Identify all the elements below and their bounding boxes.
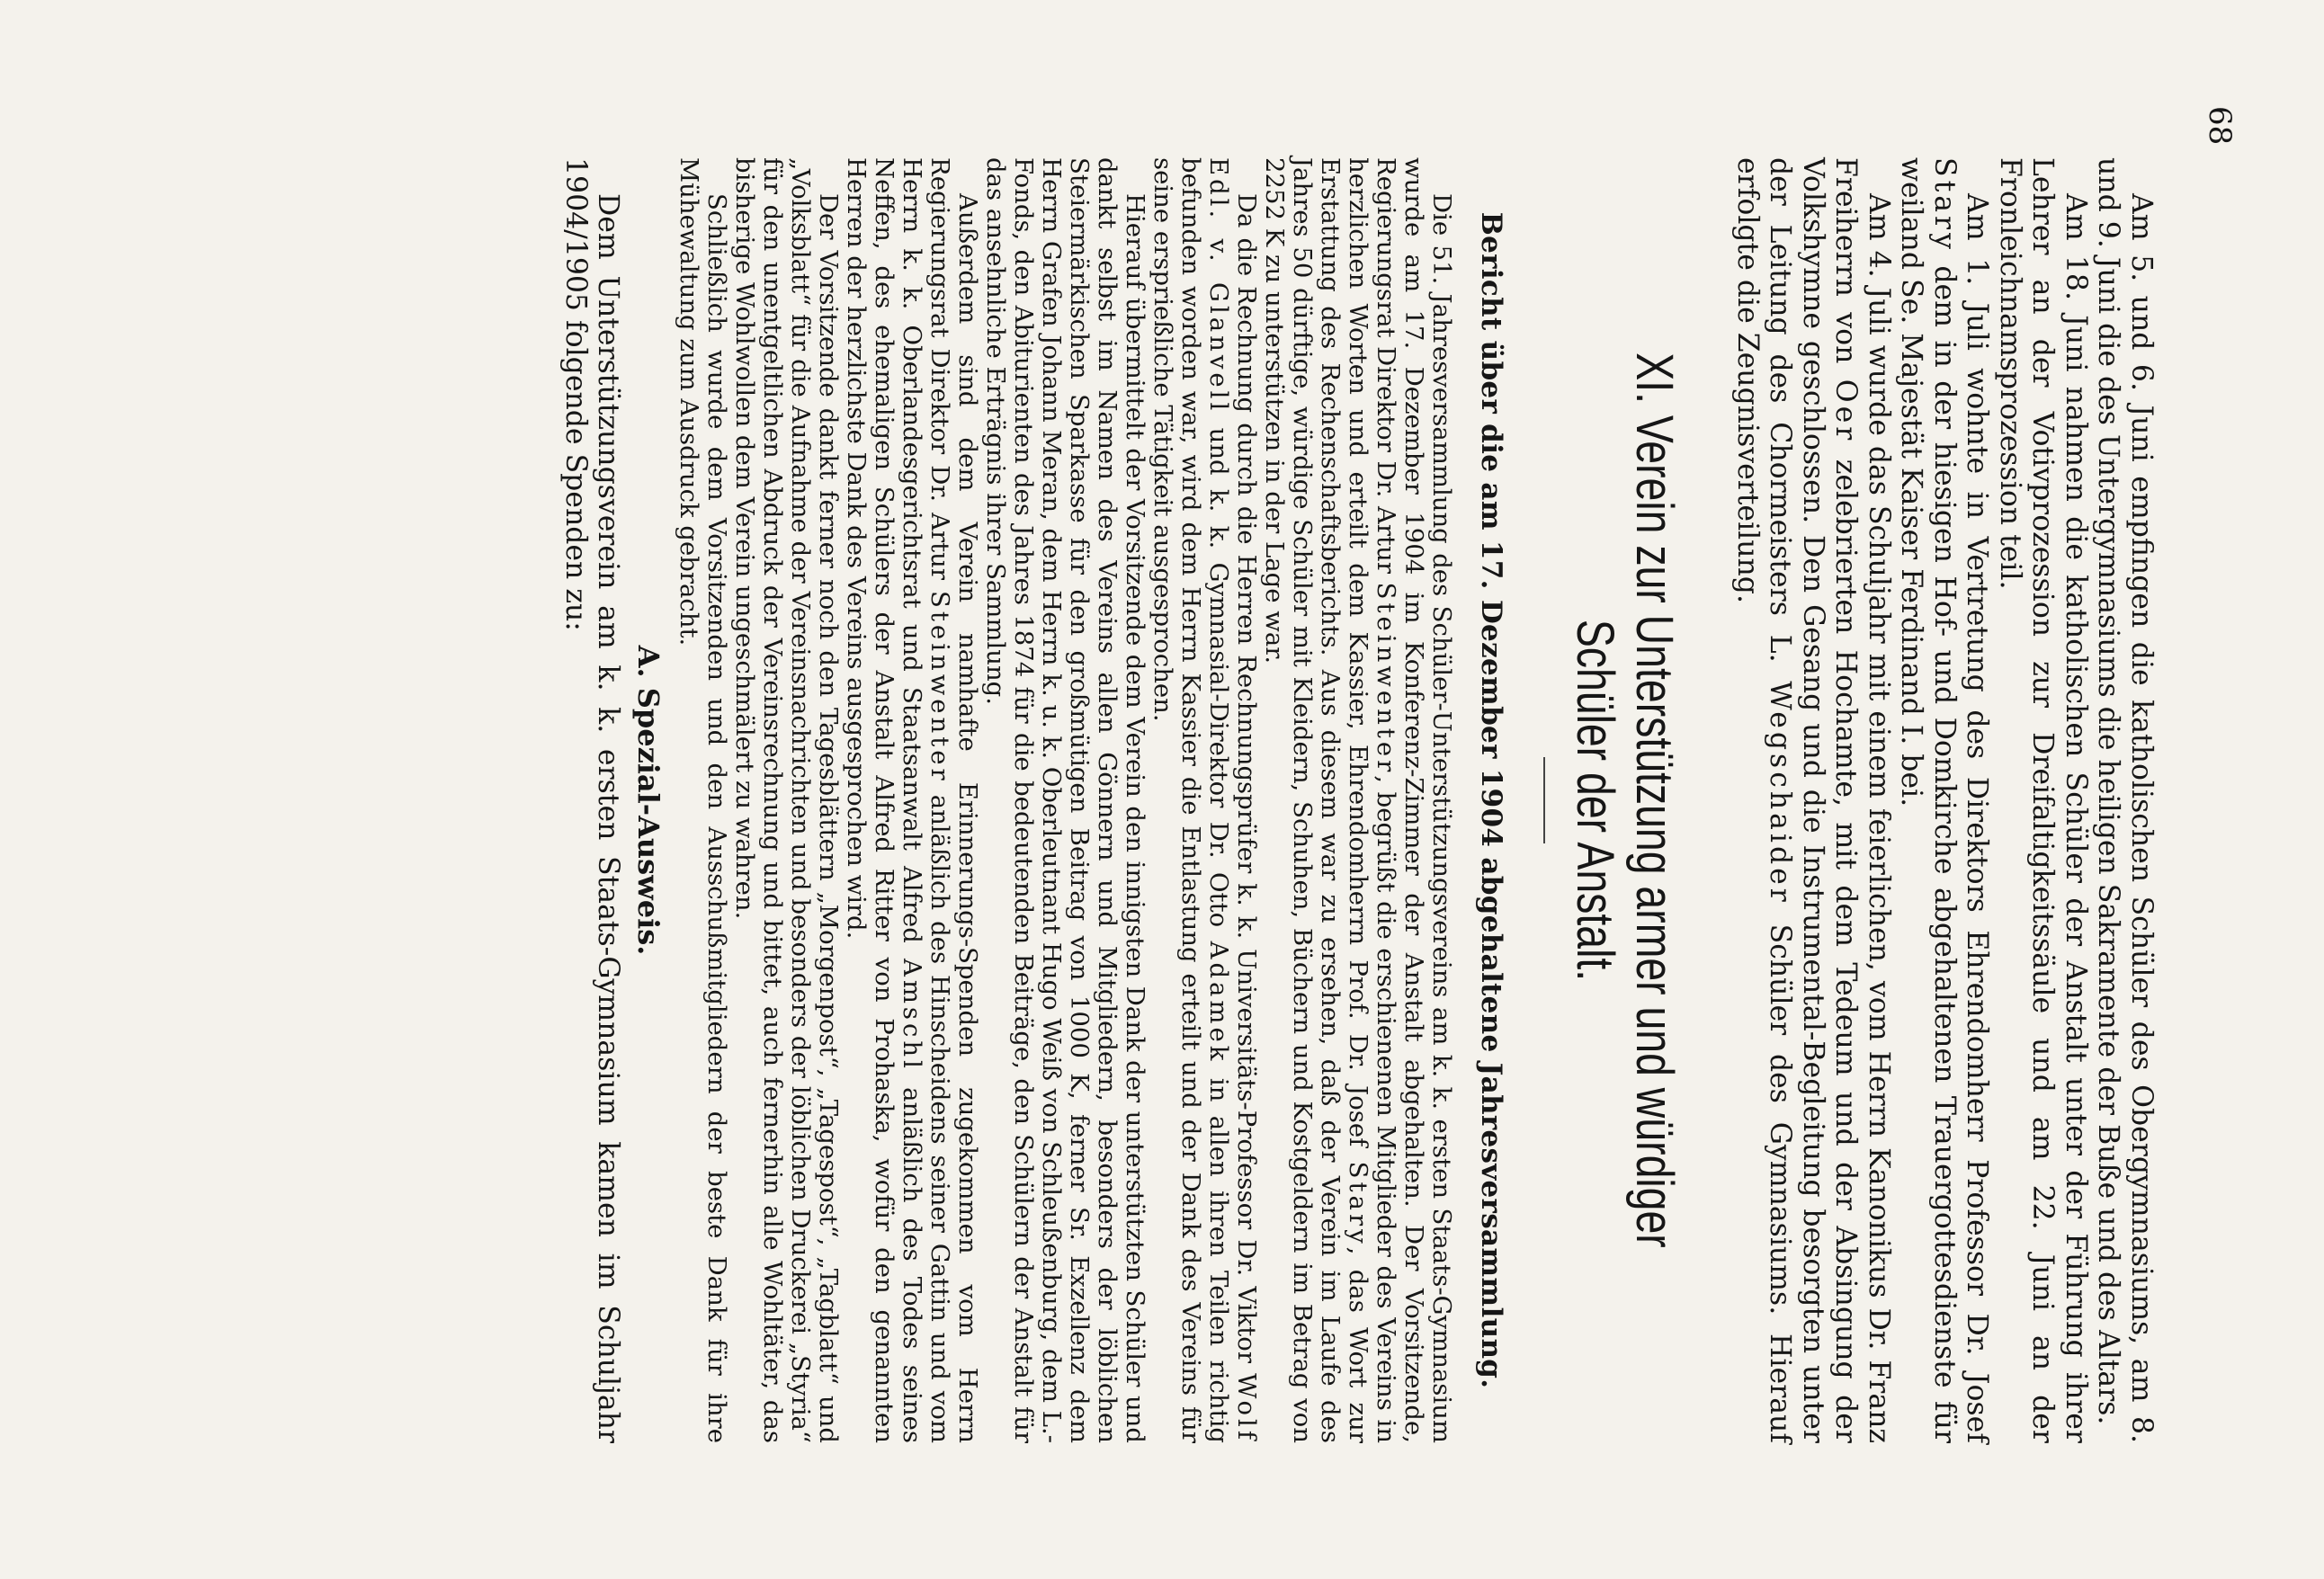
name-wegschaider: Wegschaider [1764,681,1797,905]
name-amschl: Amschl [898,958,927,1072]
paragraph: Da die Rechnung durch die Herren Rechnungsprüfer k. k. Universitäts-Professor Dr. Viktor Wolf Edl. v. Glanvell und k. k. Gymnasial-Direktor Dr. Otto Adamek in allen ihren Teilen richtig befunden worden war, wird dem Herrn Kassier die Entlastung erteilt und der Dank des Vereins für seine ersprießliche Tätigkeit ausgesprochen. [1149,157,1262,1443]
text-column [559,157,2159,1443]
name-adamek: Adamek [1204,941,1234,1065]
name-wolf: Wolf Edl. v. Glanvell [1204,157,1262,1443]
paragraph: Am 1. Juli wohnte in Vertretung des Direktors Ehrendomherr Professor Dr. Josef Stary dem in der hiesigen Hof- und Domkirche abgehaltenen Trauergottesdienste für weiland Se. Majestät Kaiser Ferdinand I. bei. [1895,157,1994,1443]
paragraph: Am 18. Juni nahmen die katholischen Schüler der Anstalt unter der Führung ihrer Lehrer an der Votivprozession zur Dreifaltigkeitssäule und am 22. Juni an der Fronleichnamsprozession teil. [1994,157,2092,1443]
paragraph: Hierauf übermittelt der Vorsitzende dem Verein den innigsten Dank der unterstützten Schüler und dankt selbst im Namen des Vereins allen Gönnern und Mitgliedern, besonders der löblichen Steiermärkischen Sparkasse für den großmütigen Beitrag von 1000 K, ferner Sr. Exzellenz dem Herrn Grafen Johann Meran, dem Herrn k. u. k. Oberleutnant Hugo Weiß von Schleußenburg, dem L.-Fonds, den Abiturienten des Jahres 1874 für die bedeutenden Beiträge, den Schülern der Anstalt für das ansehnliche Erträgnis ihrer Sammlung. [981,157,1150,1443]
paragraph: Schließlich wurde dem Vorsitzenden und den Ausschußmitgliedern der beste Dank für ihre Mühewaltung zum Ausdruck gebracht. [675,157,732,1443]
paragraph: Die 51. Jahresversammlung des Schüler-Unterstützungsvereins am k. k. ersten Staats-Gymnasium wurde am 17. Dezember 1904 im Konferenz-Zimmer der Anstalt abgehalten. Der Vorsitzende, Regierungsrat Direktor Dr. Artur Steinwenter, begrüßt die erschienenen Mitglieder des Vereins in herzlichen Worten und erteilt dem Kassier, Ehrendomherrn Prof. Dr. Josef Stary, das Wort zur Erstattung des Rechenschaftsberichts. Aus diesem war zu ersehen, daß der Verein im Laufe des Jahres 50 dürftige, würdige Schüler mit Kleidern, Schuhen, Büchern und Kostgeldern im Betrag von 2252 K zu unterstützen in der Lage war. [1260,157,1457,1443]
paragraph: Der Vorsitzende dankt ferner noch den Tagesblättern „Morgenpost“, „Tagespost“, „Tagblatt“ und „Volksblatt“ für die Aufnahme der Vereinsnachrichten und besonders der löblichen Druckerei „Styria“ für den unentgeltlichen Abdruck der Vereinsrechnung und bittet, auch fernerhin alle Wohltäter, das bisherige Wohlwollen dem Verein ungeschmälert zu wahren. [730,157,844,1443]
report-heading: Bericht über die am 17. Dezember 1904 abgehaltene Jahresversammlung. [1475,211,1508,1389]
name-stary: Stary [1344,1161,1373,1247]
section-title: XI. Verein zur Unterstützung armer und würdiger Schüler der Anstalt. [1566,352,1685,1248]
paragraph: Außerdem sind dem Verein namhafte Erinnerungs-Spenden zugekommen vom Herrn Regierungsrat Direktor Dr. Artur Steinwenter anläßlich des Hinscheidens seiner Gattin und vom Herrn k. k. Oberlandesgerichtsrat und Staatsanwalt Alfred Amschl anläßlich des Todes seines Neffen, des ehemaligen Schülers der Anstalt Alfred Ritter von Prohaska, wofür den genannten Herren der herzlichste Dank des Vereins ausgesprochen wird. [842,157,983,1443]
spezial-heading: A. Spezial-Ausweis. [631,645,666,956]
divider [1544,757,1546,843]
name-steinwenter: Steinwenter [925,591,955,784]
name-stary: Stary [1928,157,1961,253]
name-oer: Oer [1829,379,1863,444]
paragraph: Dem Unterstützungsverein am k. k. ersten Staats-Gymnasium kamen im Schuljahr 1904/1905 folgende Spenden zu: [559,157,625,1443]
paragraph: Am 5. und 6. Juni empfingen die katholischen Schüler des Obergymnasiums, am 8. und 9. Juni die des Untergymnasiums die heiligen Sakramente der Buße und des Altars. [2092,157,2158,1443]
name-steinwenter: Steinwenter [1372,582,1401,776]
page-number: 68 [2202,106,2238,146]
paragraph: Am 4. Juli wurde das Schuljahr mit einem feierlichen, vom Herrn Kanonikus Dr. Franz Freiherrn von Oer zelebrierten Hochamte, mit dem Tedeum und der Absingung der Volkshymne geschlossen. Den Gesang und die Instrumental-Begleitung besorgten unter der Leitung des Chormeisters L. Wegschaider Schüler des Gymnasiums. Hierauf erfolgte die Zeugnisverteilung. [1731,157,1895,1443]
